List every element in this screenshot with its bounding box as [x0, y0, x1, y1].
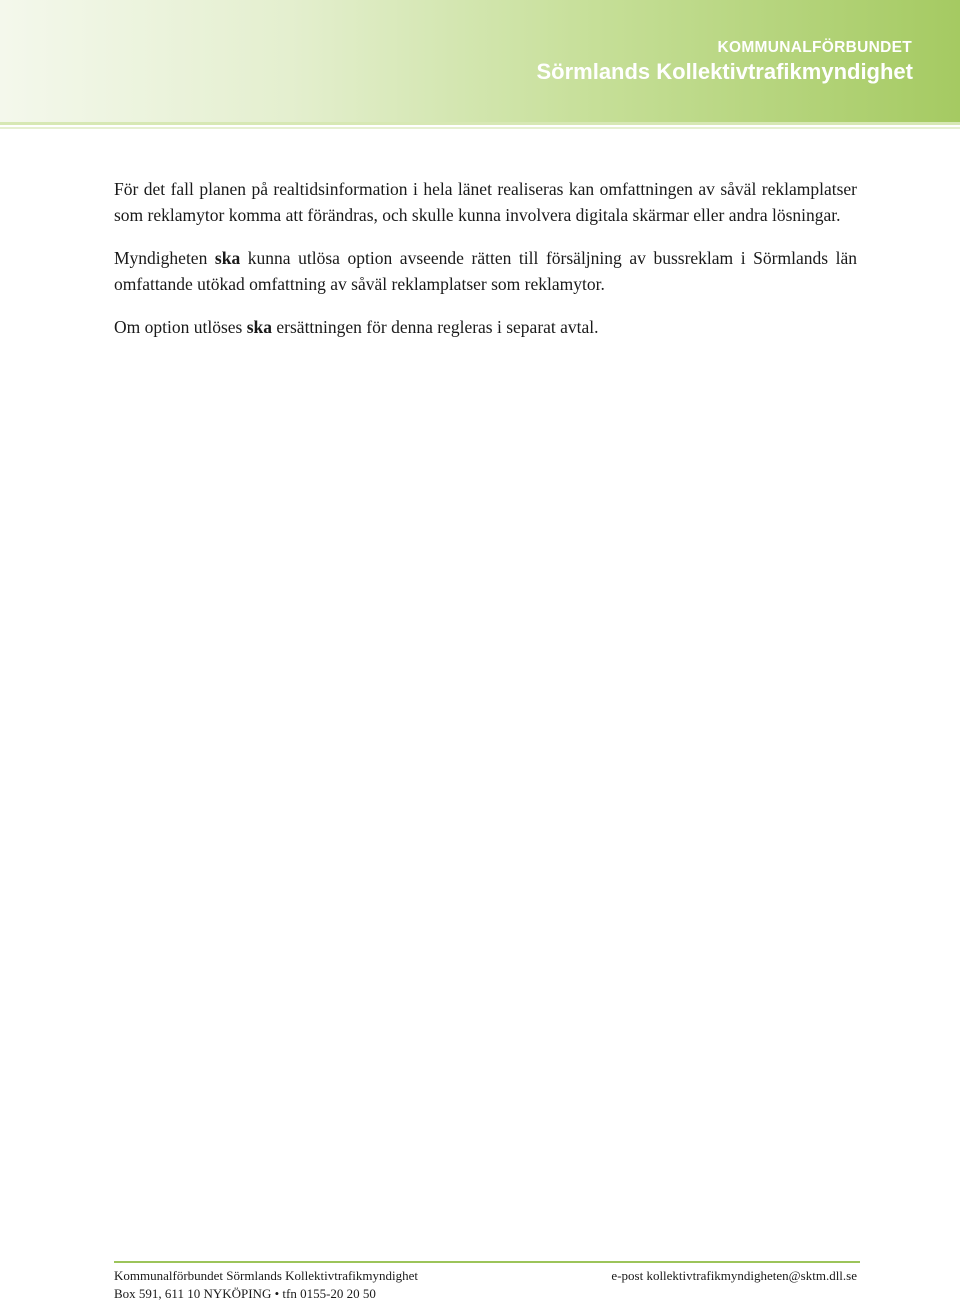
- paragraph-2-text-start: Myndigheten: [114, 248, 215, 268]
- logo-org-name: Sörmlands Kollektivtrafikmyndighet: [536, 59, 913, 84]
- paragraph-3-text-end: ersättningen för denna regleras i separat avtal.: [272, 317, 599, 337]
- logo-org-line: KOMMUNALFÖRBUNDET: [717, 39, 912, 56]
- paragraph-3-bold: ska: [246, 317, 273, 337]
- footer-address: Box 591, 611 10 NYKÖPING • tfn 0155-20 20 50: [114, 1286, 376, 1301]
- footer-divider: [114, 1261, 860, 1263]
- paragraph-2: [114, 246, 857, 297]
- footer-organization: Kommunalförbundet Sörmlands Kollektivtrafikmyndighet: [114, 1268, 419, 1283]
- paragraph-2-text-end: kunna utlösa option avseende rätten till försäljning av bussreklam i Sörmlands län omfattande utökad omfattning av såväl reklamplatser som reklamytor.: [114, 248, 857, 294]
- paragraph-3: [114, 315, 857, 341]
- header-divider-secondary: [0, 127, 960, 129]
- footer-email: e-post kollektivtrafikmyndigheten@sktm.dll.se: [611, 1268, 857, 1283]
- paragraph-2-bold: ska: [214, 248, 241, 268]
- header-divider: [0, 122, 960, 125]
- paragraph-1: För det fall planen på realtidsinformation i hela länet realiseras kan omfattningen av såväl reklamplatser som reklamytor komma att förändras, och skulle kunna involvera digitala skärmar eller andra lösningar.: [114, 179, 857, 225]
- document-body: [114, 177, 857, 359]
- paragraph-3-text-start: Om option utlöses: [114, 317, 247, 337]
